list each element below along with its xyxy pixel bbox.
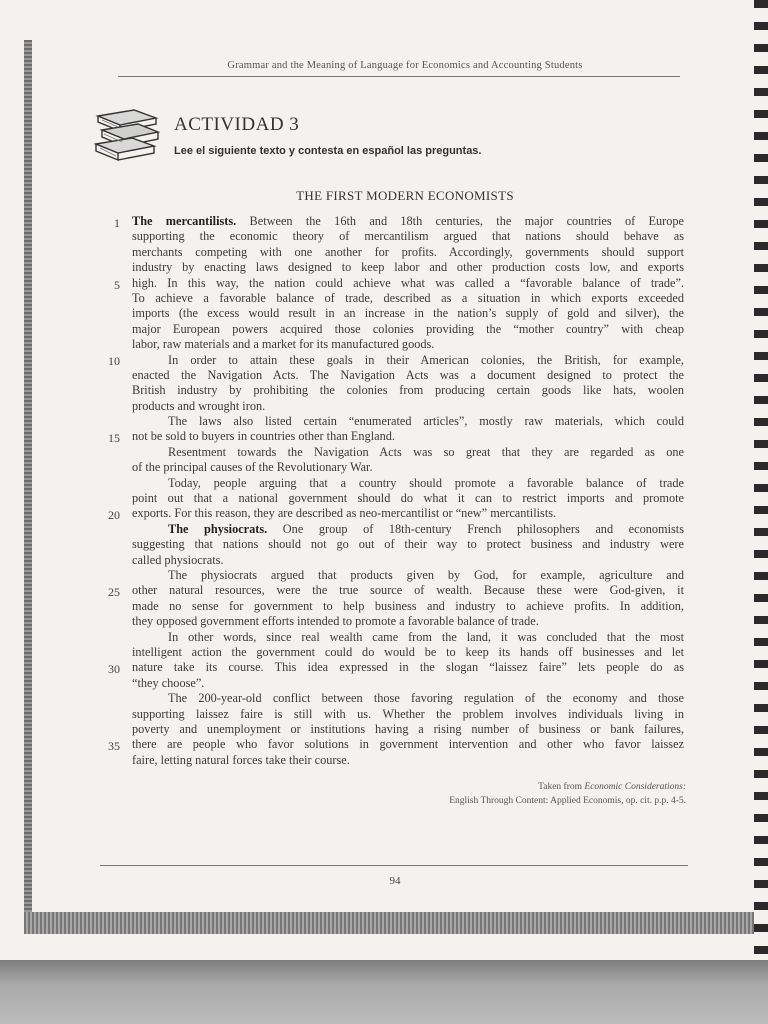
running-head: Grammar and the Meaning of Language for Economics and Accounting Students [227, 60, 583, 71]
spiral-binding [754, 0, 768, 960]
books-icon [94, 106, 164, 166]
line-number: 25 [108, 585, 120, 599]
text-line: supporting laissez faire is still with us. Whether the problem involves individuals living in [132, 706, 684, 721]
text-line: high. In this way, the nation could achieve what was called a “favorable balance of trade”. [132, 275, 684, 290]
scan-bottom-edge [24, 912, 768, 934]
text-line: not be sold to buyers in countries other than England. [132, 429, 395, 444]
footer-rule [100, 865, 688, 866]
text-line: poverty and unemployment or institutions having a rising number of business or bank failures, [132, 721, 684, 736]
text-line: of the principal causes of the Revolutionary War. [132, 460, 373, 475]
text-line: made no sense for government to help business and industry to achieve profits. In addition, [132, 598, 684, 613]
header-rule [118, 76, 680, 77]
text-line: The physiocrats argued that products given by God, for example, agriculture and [168, 567, 684, 582]
text-line: there are people who favor solutions in government intervention and other who favor laissez [132, 737, 684, 752]
source-citation [449, 780, 686, 808]
line-number: 15 [108, 431, 120, 445]
text-line: The 200-year-old conflict between those favoring regulation of the economy and those [168, 691, 684, 706]
scan-left-edge [24, 40, 32, 920]
line-number: 10 [108, 354, 120, 368]
text-line: labor, raw materials and a market for its manufactured goods. [132, 337, 435, 352]
activity-instruction: Lee el siguiente texto y contesta en español las preguntas. [174, 145, 482, 157]
scanner-background [0, 958, 768, 1024]
paragraph-heading: The mercantilists. [132, 214, 237, 228]
article-title: THE FIRST MODERN ECONOMISTS [296, 188, 514, 203]
text-line: industry by enacting laws designed to keep labor and other production costs low, and exports [132, 260, 684, 275]
text-line: point out that a national government should do what it can to restrict imports and promote [132, 491, 684, 506]
line-number: 30 [108, 662, 120, 676]
text-line: enacted the Navigation Acts. The Navigation Acts was a document designed to protect the [132, 367, 684, 382]
text-line: Resentment towards the Navigation Acts was so great that they are regarded as one [168, 444, 684, 459]
line-number: 20 [108, 508, 120, 522]
article-body [132, 214, 684, 768]
line-number: 1 [114, 216, 120, 230]
text-line: The laws also listed certain “enumerated articles”, mostly raw materials, which could [168, 414, 684, 429]
citation-source: English Through Content: Applied Economis, op. cit. p.p. 4-5. [449, 796, 686, 806]
text-line: they opposed government efforts intended to promote a favorable balance of trade. [132, 614, 539, 629]
text-line: In order to attain these goals in their American colonies, the British, for example, [168, 352, 684, 367]
text-line: suggesting that nations should not go out of their way to protect business and industry were [132, 537, 684, 552]
citation-title: Economic Considerations: [584, 782, 686, 792]
text-line: nature take its course. This idea expressed in the slogan “laissez faire” lets people do as [132, 660, 684, 675]
text-line: major European powers acquired those colonies providing the “mother country” with cheap [132, 321, 684, 336]
citation-prefix: Taken from [538, 782, 585, 792]
text-line: imports (the excess would result in an increase in the nation’s supply of gold and silver), the [132, 306, 684, 321]
activity-title: ACTIVIDAD 3 [174, 114, 300, 135]
text-line: other natural resources, were the true source of wealth. Because these were God-given, it [132, 583, 684, 598]
text-line: faire, letting natural forces take their course. [132, 752, 350, 767]
text-line: merchants competing with one another for profits. Accordingly, governments should support [132, 244, 684, 259]
text-line: “they choose”. [132, 675, 205, 690]
text-line: In other words, since real wealth came from the land, it was concluded that the most [168, 629, 684, 644]
text-line: The physiocrats. One group of 18th-century French philosophers and economists [168, 521, 684, 536]
text-line: intelligent action the government could do would be to keep its hands off businesses and let [132, 644, 684, 659]
text-line: British industry by prohibiting the colonies from producing certain goods like hats, woolen [132, 383, 684, 398]
text-line: products and wrought iron. [132, 398, 266, 413]
line-number: 35 [108, 739, 120, 753]
line-number: 5 [114, 278, 120, 292]
text-line: exports. For this reason, they are described as neo-mercantilist or “new” mercantilists. [132, 506, 557, 521]
page-number: 94 [389, 875, 401, 887]
text-line: supporting the economic theory of mercantilism argued that nations should behave as [132, 229, 684, 244]
text-line: called physiocrats. [132, 552, 224, 567]
paragraph-heading: The physiocrats. [168, 521, 268, 536]
text-line: Today, people arguing that a country should promote a favorable balance of trade [168, 475, 684, 490]
text-line: To achieve a favorable balance of trade, described as a situation in which exports exceeded [132, 290, 684, 305]
text-line: The mercantilists. Between the 16th and 18th centuries, the major countries of Europe [132, 214, 684, 228]
